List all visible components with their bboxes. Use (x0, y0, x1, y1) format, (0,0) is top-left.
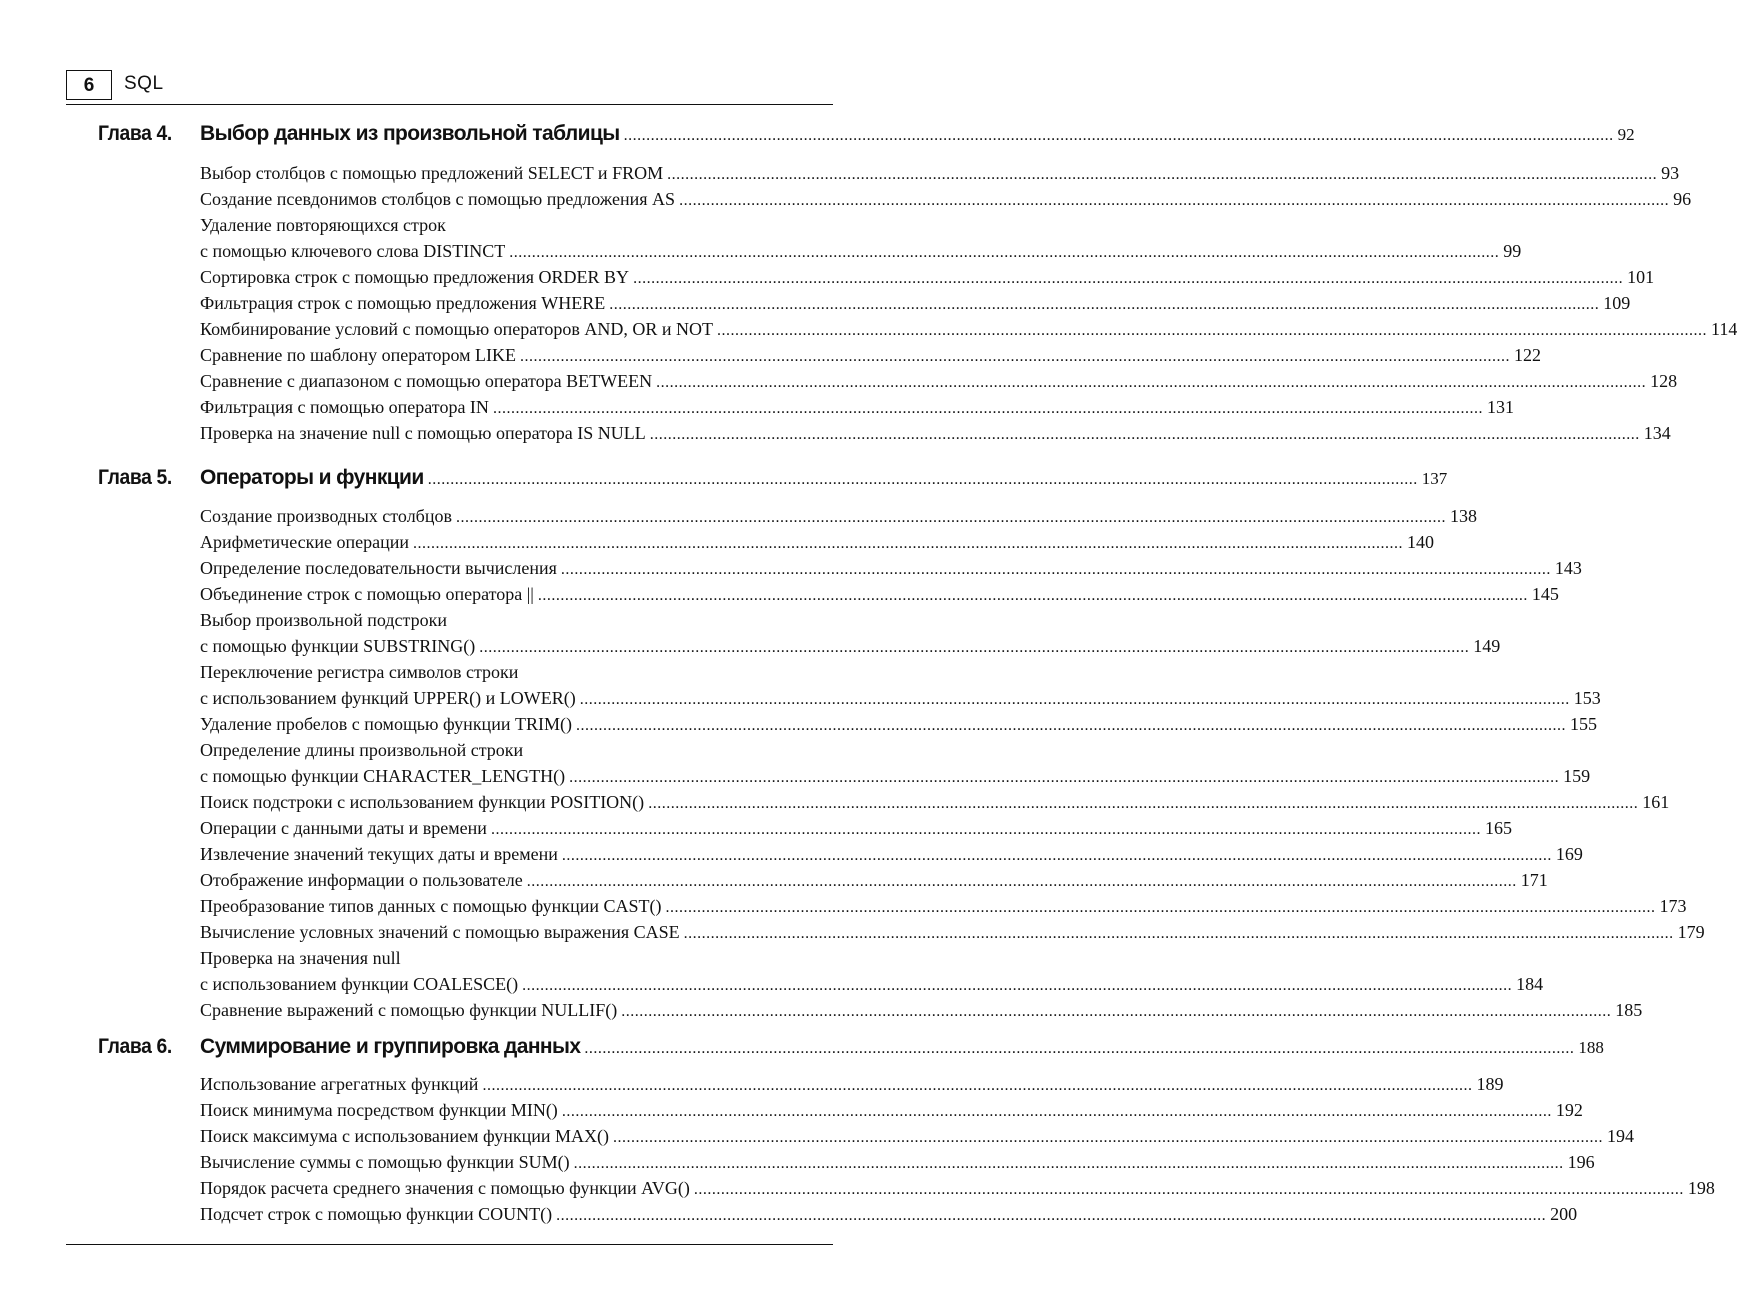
toc-entry (200, 685, 1601, 711)
toc-entry (200, 316, 1737, 342)
leader-dots: ............................................................................................................................................................................................................................ (683, 925, 1674, 942)
entry-title: с помощью ключевого слова DISTINCT (200, 241, 506, 261)
entry-page: 140 (1407, 532, 1435, 552)
chapter-page: 137 (1421, 469, 1448, 488)
entry-page: 165 (1484, 818, 1512, 838)
entry-title: Отображение информации о пользователе (200, 870, 523, 890)
entry-page: 173 (1659, 896, 1687, 916)
entry-page: 145 (1531, 584, 1559, 604)
toc-entry (200, 555, 1582, 581)
entry-title: Преобразование типов данных с помощью функции CAST() (200, 896, 662, 916)
chapter-heading (66, 122, 1635, 152)
entry-page: 189 (1476, 1074, 1504, 1094)
entry-title: Поиск подстроки с использованием функции POSITION() (200, 792, 645, 812)
leader-dots: ............................................................................................................................................................................................................................ (561, 1103, 1552, 1120)
entry-title: Извлечение значений текущих даты и времени (200, 844, 558, 864)
toc-entry (200, 1097, 1583, 1123)
entry-page: 128 (1650, 371, 1678, 391)
toc-entry (200, 581, 1559, 607)
book-title: SQL (124, 73, 164, 94)
entry-title: Проверка на значение null с помощью оператора IS NULL (200, 423, 646, 443)
leader-dots: ............................................................................................................................................................................................................................ (427, 471, 1418, 488)
toc-entry (200, 186, 1692, 212)
page-header (66, 70, 833, 105)
leader-dots: ............................................................................................................................................................................................................................ (490, 821, 1481, 838)
entry-title-line: Переключение регистра символов строки (200, 662, 519, 682)
toc-entry (200, 815, 1512, 841)
toc-entry (200, 763, 1591, 789)
toc-entry (200, 789, 1670, 815)
chapter-label: Глава 6. (98, 1035, 172, 1058)
leader-dots: ............................................................................................................................................................................................................................ (413, 535, 1404, 552)
toc-entry (200, 238, 1522, 264)
leader-dots: ............................................................................................................................................................................................................................ (633, 270, 1624, 287)
leader-dots: ............................................................................................................................................................................................................................ (492, 400, 1483, 417)
entry-title: Вычисление условных значений с помощью выражения CASE (200, 922, 680, 942)
toc-entry (200, 1071, 1504, 1097)
leader-dots: ............................................................................................................................................................................................................................ (560, 561, 1551, 578)
entry-title: с помощью функции CHARACTER_LENGTH() (200, 766, 566, 786)
entry-page: 196 (1567, 1152, 1595, 1172)
leader-dots: ............................................................................................................................................................................................................................ (621, 1003, 1612, 1020)
leader-dots: ............................................................................................................................................................................................................................ (717, 322, 1708, 339)
entry-title: Сравнение по шаблону оператором LIKE (200, 345, 516, 365)
leader-dots: ............................................................................................................................................................................................................................ (519, 348, 1510, 365)
entry-page: 99 (1503, 241, 1522, 261)
toc-entry (200, 1175, 1715, 1201)
leader-dots: ............................................................................................................................................................................................................................ (667, 166, 1658, 183)
entry-page: 138 (1449, 506, 1477, 526)
entry-title: Выбор столбцов с помощью предложений SELECT и FROM (200, 163, 664, 183)
entry-title: Подсчет строк с помощью функции COUNT() (200, 1204, 553, 1224)
entry-title: Сортировка строк с помощью предложения ORDER BY (200, 267, 630, 287)
entry-page: 171 (1520, 870, 1548, 890)
entry-page: 155 (1569, 714, 1597, 734)
entry-title: Вычисление суммы с помощью функции SUM() (200, 1152, 570, 1172)
entry-title: Сравнение выражений с помощью функции NULLIF() (200, 1000, 618, 1020)
leader-dots: ............................................................................................................................................................................................................................ (613, 1129, 1604, 1146)
entry-page: 200 (1550, 1204, 1578, 1224)
toc-entry (200, 368, 1678, 394)
toc-entry (200, 867, 1548, 893)
entry-page: 198 (1687, 1178, 1715, 1198)
leader-dots: ............................................................................................................................................................................................................................ (648, 795, 1639, 812)
leader-dots: ............................................................................................................................................................................................................................ (522, 977, 1513, 994)
leader-dots: ............................................................................................................................................................................................................................ (573, 1155, 1564, 1172)
entry-title: Фильтрация строк с помощью предложения WHERE (200, 293, 606, 313)
entry-title: Определение последовательности вычисления (200, 558, 557, 578)
leader-dots: ............................................................................................................................................................................................................................ (584, 1040, 1575, 1057)
leader-dots: ............................................................................................................................................................................................................................ (575, 717, 1566, 734)
entry-title: Создание псевдонимов столбцов с помощью предложения AS (200, 189, 676, 209)
entry-title-line: Удаление повторяющихся строк (200, 215, 446, 235)
entry-title: Комбинирование условий с помощью операторов AND, OR и NOT (200, 319, 714, 339)
entry-title: Удаление пробелов с помощью функции TRIM() (200, 714, 572, 734)
toc-entries (200, 1071, 1715, 1227)
chapter-title: Суммирование и группировка данных (200, 1035, 581, 1058)
footer-rule (66, 1244, 833, 1245)
entry-page: 179 (1677, 922, 1705, 942)
entry-page: 185 (1615, 1000, 1643, 1020)
entry-title: Создание производных столбцов (200, 506, 452, 526)
leader-dots: ............................................................................................................................................................................................................................ (537, 587, 1528, 604)
toc-entries (200, 503, 1705, 1023)
chapter-page: 188 (1578, 1038, 1604, 1057)
toc-entry (200, 290, 1631, 316)
chapter-page: 92 (1617, 125, 1635, 144)
leader-dots: ............................................................................................................................................................................................................................ (526, 873, 1517, 890)
entry-title: Сравнение с диапазоном с помощью оператора BETWEEN (200, 371, 653, 391)
toc-entry (200, 971, 1544, 997)
toc-entry (200, 633, 1501, 659)
entry-page: 101 (1627, 267, 1655, 287)
entry-title: Арифметические операции (200, 532, 410, 552)
entry-title-line: Проверка на значения null (200, 948, 401, 968)
leader-dots: ............................................................................................................................................................................................................................ (656, 374, 1647, 391)
toc-entry (200, 1123, 1635, 1149)
chapter-label: Глава 4. (98, 122, 172, 145)
leader-dots: ............................................................................................................................................................................................................................ (482, 1077, 1473, 1094)
toc-entry (200, 1149, 1595, 1175)
entry-title: с использованием функции COALESCE() (200, 974, 519, 994)
entry-title: Поиск минимума посредством функции MIN() (200, 1100, 558, 1120)
leader-dots: ............................................................................................................................................................................................................................ (479, 639, 1470, 656)
entry-title: Фильтрация с помощью оператора IN (200, 397, 489, 417)
entry-page: 184 (1516, 974, 1544, 994)
entry-title: Порядок расчета среднего значения с помощью функции AVG() (200, 1178, 690, 1198)
toc-entry (200, 342, 1541, 368)
entry-title: Объединение строк с помощью оператора || (200, 584, 534, 604)
leader-dots: ............................................................................................................................................................................................................................ (561, 847, 1552, 864)
entry-page: 96 (1673, 189, 1692, 209)
chapter-label: Глава 5. (98, 466, 172, 489)
leader-dots: ............................................................................................................................................................................................................................ (579, 691, 1570, 708)
chapter-title: Выбор данных из произвольной таблицы (200, 122, 620, 145)
entry-title: Операции с данными даты и времени (200, 818, 487, 838)
entry-page: 192 (1555, 1100, 1583, 1120)
toc-entry (200, 160, 1680, 186)
toc-entry (200, 420, 1671, 446)
toc-entry (200, 529, 1435, 555)
leader-dots: ............................................................................................................................................................................................................................ (455, 509, 1446, 526)
toc-entry (200, 893, 1687, 919)
entry-title-line: Выбор произвольной подстроки (200, 610, 447, 630)
leader-dots: ............................................................................................................................................................................................................................ (649, 426, 1640, 443)
chapter-heading (66, 1035, 1604, 1065)
entry-page: 131 (1486, 397, 1514, 417)
toc-entry (200, 503, 1477, 529)
entry-page: 169 (1555, 844, 1583, 864)
entry-page: 114 (1711, 319, 1737, 339)
page-number: 6 (66, 70, 112, 100)
entry-page: 134 (1643, 423, 1671, 443)
entry-title: Поиск максимума с использованием функции MAX() (200, 1126, 610, 1146)
chapter-heading (66, 466, 1448, 496)
entry-title-line: Определение длины произвольной строки (200, 740, 524, 760)
toc-entry (200, 841, 1583, 867)
toc-entry (200, 919, 1705, 945)
leader-dots: ............................................................................................................................................................................................................................ (569, 769, 1560, 786)
toc-entries (200, 160, 1737, 446)
entry-page: 153 (1573, 688, 1601, 708)
entry-page: 194 (1607, 1126, 1635, 1146)
entry-page: 93 (1661, 163, 1680, 183)
entry-page: 143 (1554, 558, 1582, 578)
leader-dots: ............................................................................................................................................................................................................................ (609, 296, 1600, 313)
chapter-title: Операторы и функции (200, 466, 424, 489)
leader-dots: ............................................................................................................................................................................................................................ (693, 1181, 1684, 1198)
toc-entry (200, 264, 1655, 290)
toc-entry (200, 394, 1514, 420)
leader-dots: ............................................................................................................................................................................................................................ (556, 1207, 1547, 1224)
entry-page: 161 (1642, 792, 1670, 812)
entry-title: с использованием функций UPPER() и LOWER() (200, 688, 576, 708)
leader-dots: ............................................................................................................................................................................................................................ (665, 899, 1656, 916)
entry-page: 122 (1513, 345, 1541, 365)
leader-dots: ............................................................................................................................................................................................................................ (679, 192, 1670, 209)
toc-entry (200, 997, 1643, 1023)
toc-entry (200, 1201, 1578, 1227)
entry-page: 149 (1473, 636, 1501, 656)
leader-dots: ............................................................................................................................................................................................................................ (509, 244, 1500, 261)
entry-title: Использование агрегатных функций (200, 1074, 479, 1094)
entry-page: 159 (1563, 766, 1591, 786)
entry-title: с помощью функции SUBSTRING() (200, 636, 476, 656)
leader-dots: ............................................................................................................................................................................................................................ (623, 127, 1614, 144)
entry-page: 109 (1603, 293, 1631, 313)
toc-entry (200, 711, 1597, 737)
